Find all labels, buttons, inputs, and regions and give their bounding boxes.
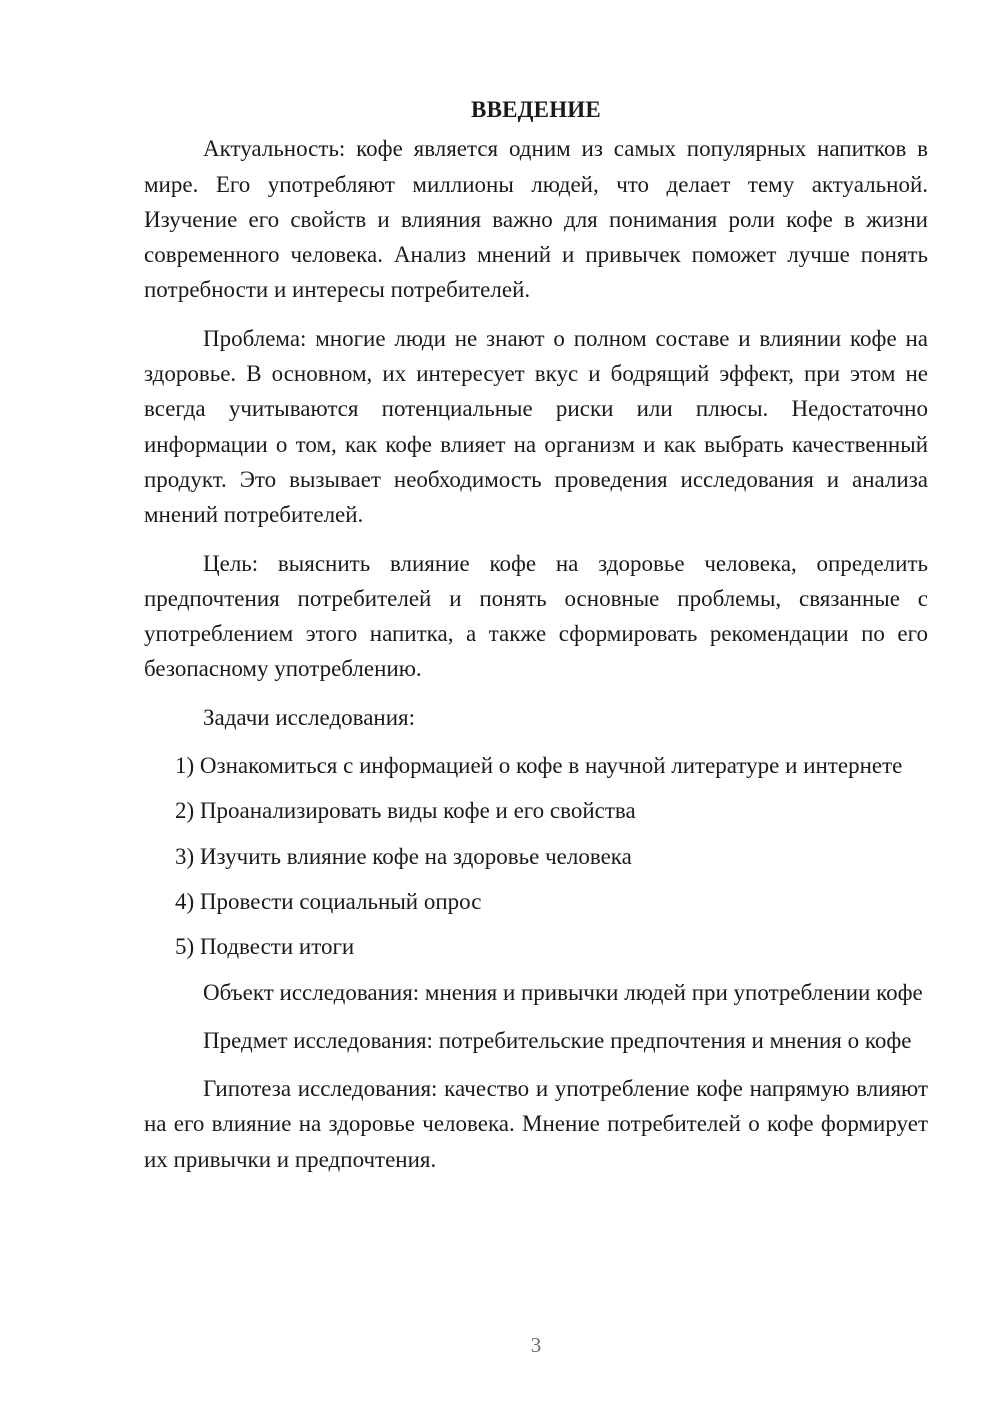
relevance-paragraph: Актуальность: кофе является одним из самых популярных напитков в мире. Его употребляют миллионы людей, что делает тему актуальной. Изучение его свойств и влияния важно для понимания роли кофе в жизни современного человека. Анализ мнений и привычек поможет лучше понять потребности и интересы потребителей. — [144, 136, 928, 303]
page-number: 3 — [530, 1333, 542, 1357]
hypothesis-paragraph: Гипотеза исследования: качество и употребление кофе напрямую влияют на его влияние на здоровье человека. Мнение потребителей о кофе формирует их привычки и предпочтения. — [144, 1076, 928, 1172]
task-item: 4) Провести социальный опрос — [175, 888, 482, 914]
task-item: 1) Ознакомиться с информацией о кофе в научной литературе и интернете — [175, 753, 903, 779]
task-item: 5) Подвести итоги — [175, 934, 355, 960]
document-page — [144, 92, 928, 1190]
section-title: ВВЕДЕНИЕ — [471, 97, 601, 122]
task-item: 2) Проанализировать виды кофе и его свойства — [175, 798, 636, 824]
goal-paragraph: Цель: выяснить влияние кофе на здоровье человека, определить предпочтения потребителей и понять основные проблемы, связанные с употреблением этого напитка, а также сформировать рекомендации по его безопасному употреблению. — [144, 550, 928, 682]
problem-paragraph: Проблема: многие люди не знают о полном составе и влиянии кофе на здоровье. В основном, их интересует вкус и бодрящий эффект, при этом не всегда учитываются потенциальные риски или плюсы. Недостаточно информации о том, как кофе влияет на организм и как выбрать качественный продукт. Это вызывает необходимость проведения исследования и анализа мнений потребителей. — [144, 325, 928, 528]
tasks-heading: Задачи исследования: — [203, 704, 416, 730]
object-paragraph: Объект исследования: мнения и привычки людей при употреблении кофе — [203, 979, 923, 1005]
task-item: 3) Изучить влияние кофе на здоровье человека — [175, 843, 632, 869]
subject-paragraph: Предмет исследования: потребительские предпочтения и мнения о кофе — [203, 1027, 912, 1053]
